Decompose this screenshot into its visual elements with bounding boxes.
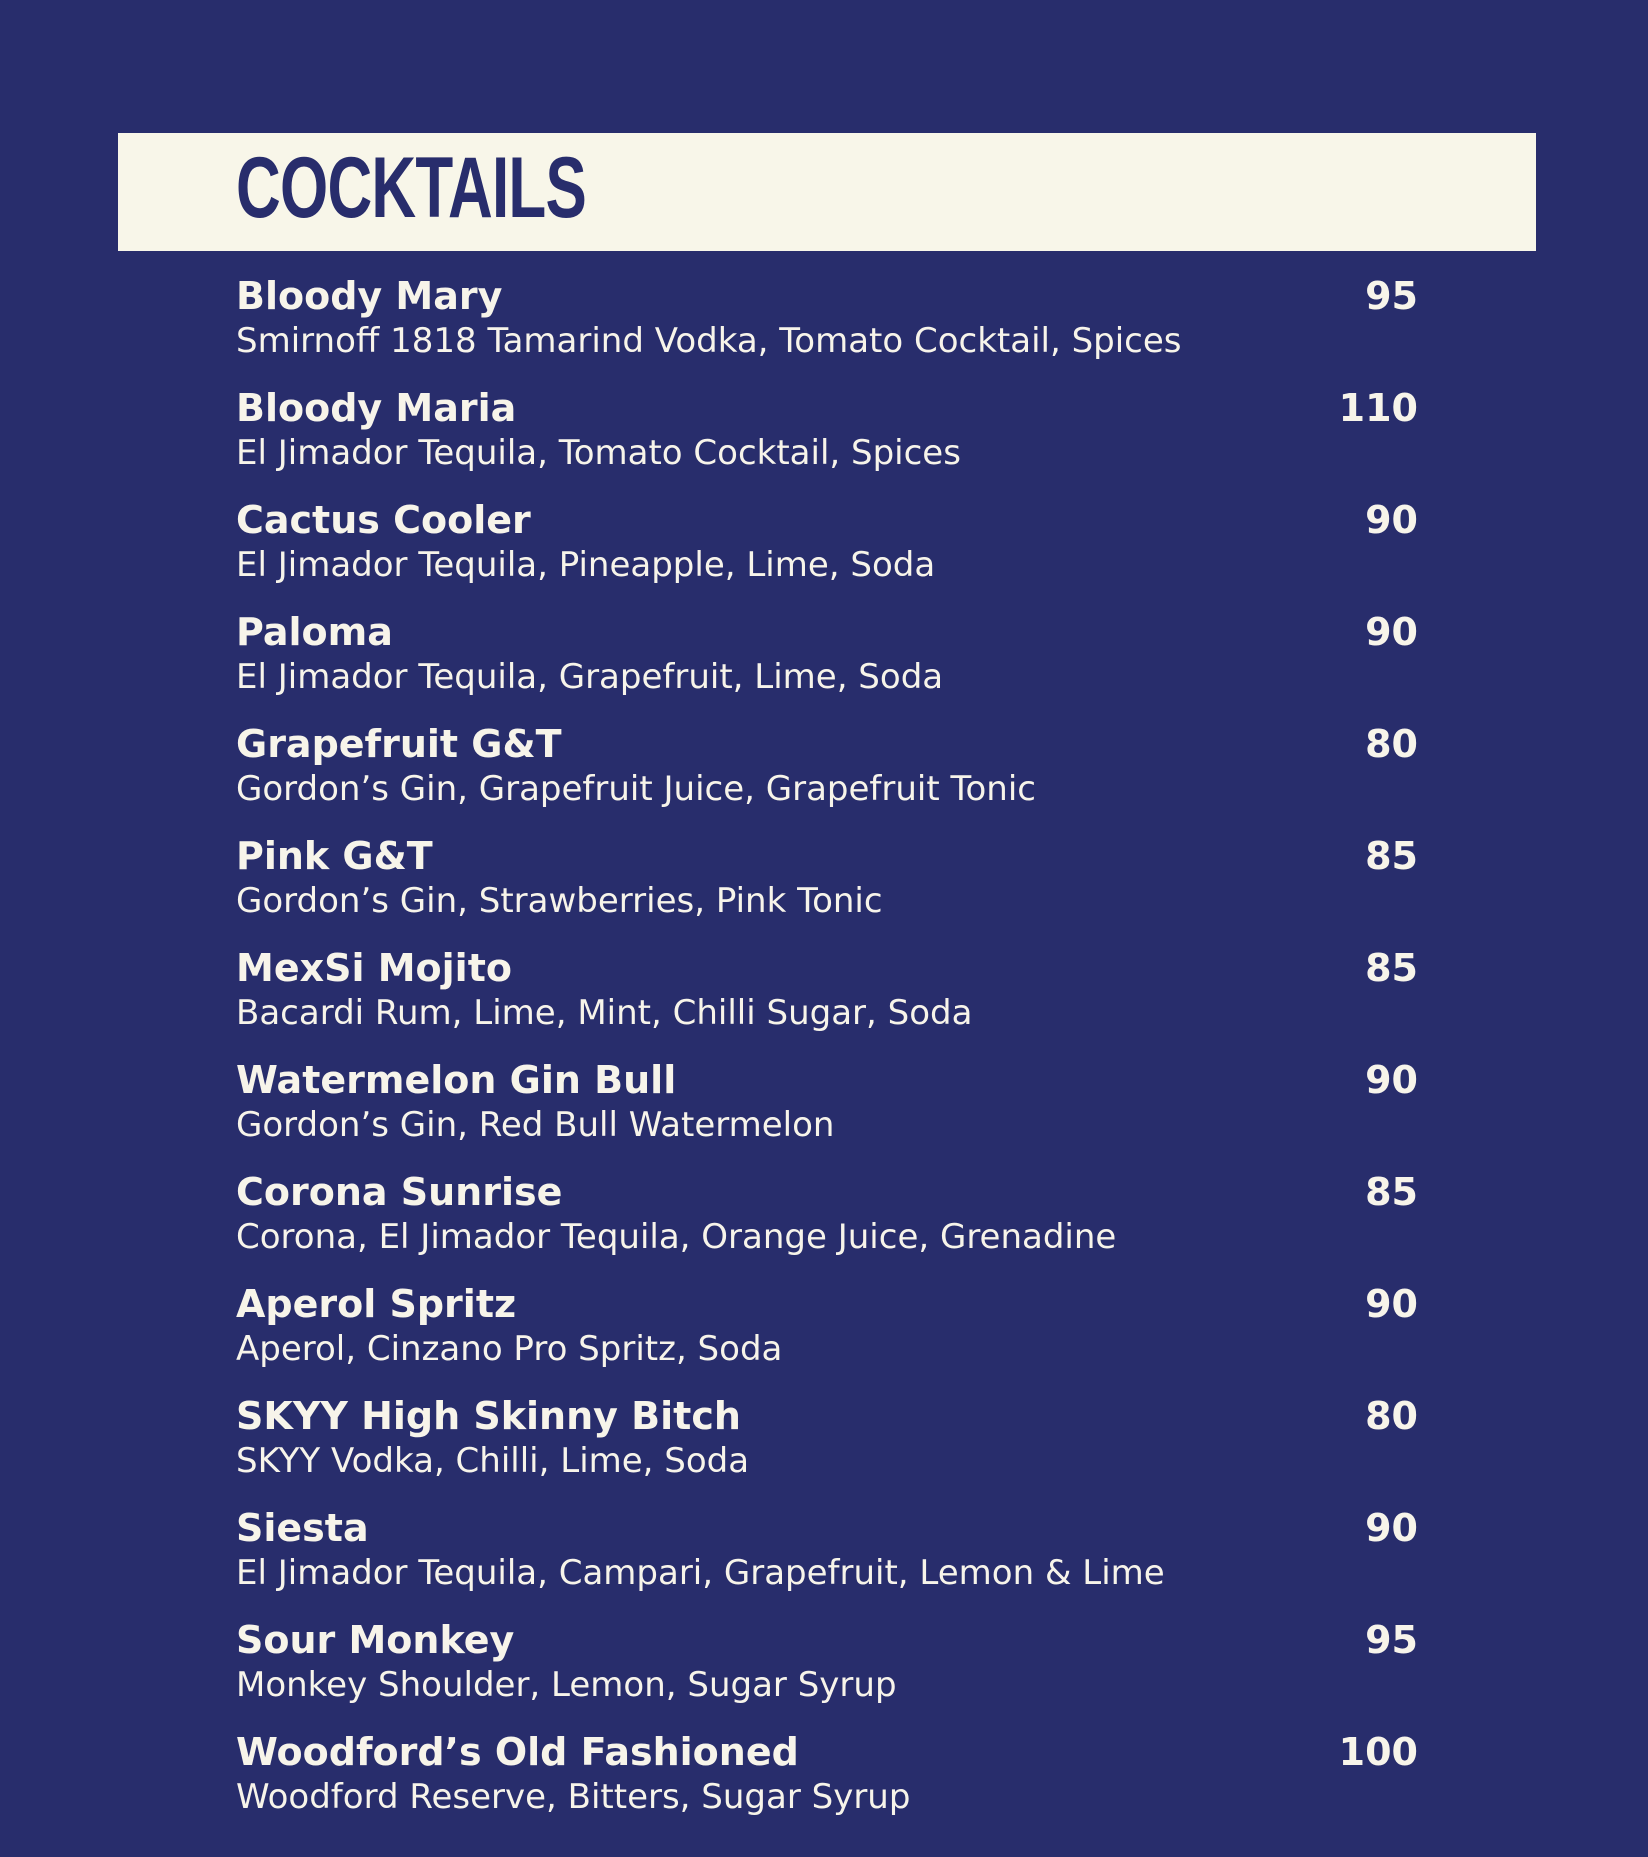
item-price: 80 [1365, 722, 1418, 766]
item-price: 100 [1338, 1730, 1418, 1774]
item-name: Bloody Maria [236, 386, 517, 430]
item-name: Bloody Mary [236, 274, 503, 318]
menu-item [236, 1164, 1418, 1276]
item-description: Bacardi Rum, Lime, Mint, Chilli Sugar, Soda [236, 993, 973, 1033]
item-price: 85 [1365, 1170, 1418, 1214]
menu-item [236, 492, 1418, 604]
menu-item [236, 1052, 1418, 1164]
item-description: Gordon’s Gin, Strawberries, Pink Tonic [236, 881, 883, 921]
item-description: El Jimador Tequila, Tomato Cocktail, Spices [236, 433, 961, 473]
item-description: Gordon’s Gin, Grapefruit Juice, Grapefruit Tonic [236, 769, 1036, 809]
item-price: 95 [1365, 274, 1418, 318]
item-name: Siesta [236, 1506, 369, 1550]
item-description: El Jimador Tequila, Grapefruit, Lime, Soda [236, 657, 944, 697]
item-name: Paloma [236, 610, 393, 654]
item-price: 90 [1365, 1058, 1418, 1102]
item-description: Monkey Shoulder, Lemon, Sugar Syrup [236, 1665, 897, 1705]
item-price: 85 [1365, 834, 1418, 878]
item-description: El Jimador Tequila, Campari, Grapefruit, Lemon & Lime [236, 1553, 1165, 1593]
item-name: MexSi Mojito [236, 946, 512, 990]
item-description: Gordon’s Gin, Red Bull Watermelon [236, 1105, 835, 1145]
menu-item [236, 1276, 1418, 1388]
item-price: 90 [1365, 498, 1418, 542]
item-description: SKYY Vodka, Chilli, Lime, Soda [236, 1441, 750, 1481]
menu-item [236, 1388, 1418, 1500]
item-description: Woodford Reserve, Bitters, Sugar Syrup [236, 1777, 911, 1817]
cocktail-list [236, 268, 1418, 1836]
menu-item [236, 604, 1418, 716]
item-name: Cactus Cooler [236, 498, 531, 542]
item-name: Corona Sunrise [236, 1170, 563, 1214]
item-name: Sour Monkey [236, 1618, 515, 1662]
menu-item [236, 1724, 1418, 1836]
menu-item [236, 268, 1418, 380]
menu-item [236, 380, 1418, 492]
item-name: Aperol Spritz [236, 1282, 517, 1326]
item-description: Smirnoff 1818 Tamarind Vodka, Tomato Cocktail, Spices [236, 321, 1182, 361]
menu-item [236, 940, 1418, 1052]
menu-item [236, 1612, 1418, 1724]
item-price: 85 [1365, 946, 1418, 990]
item-price: 90 [1365, 1506, 1418, 1550]
menu-item [236, 1500, 1418, 1612]
item-price: 90 [1365, 610, 1418, 654]
item-price: 95 [1365, 1618, 1418, 1662]
menu-item [236, 828, 1418, 940]
item-description: El Jimador Tequila, Pineapple, Lime, Soda [236, 545, 936, 585]
item-description: Corona, El Jimador Tequila, Orange Juice, Grenadine [236, 1217, 1117, 1257]
menu-item [236, 716, 1418, 828]
item-name: Watermelon Gin Bull [236, 1058, 677, 1102]
item-name: Pink G&T [236, 834, 433, 878]
item-price: 80 [1365, 1394, 1418, 1438]
item-name: Woodford’s Old Fashioned [236, 1730, 799, 1774]
item-price: 90 [1365, 1282, 1418, 1326]
item-price: 110 [1338, 386, 1418, 430]
item-name: SKYY High Skinny Bitch [236, 1394, 741, 1438]
item-description: Aperol, Cinzano Pro Spritz, Soda [236, 1329, 783, 1369]
section-title: COCKTAILS [236, 140, 587, 236]
item-name: Grapefruit G&T [236, 722, 562, 766]
